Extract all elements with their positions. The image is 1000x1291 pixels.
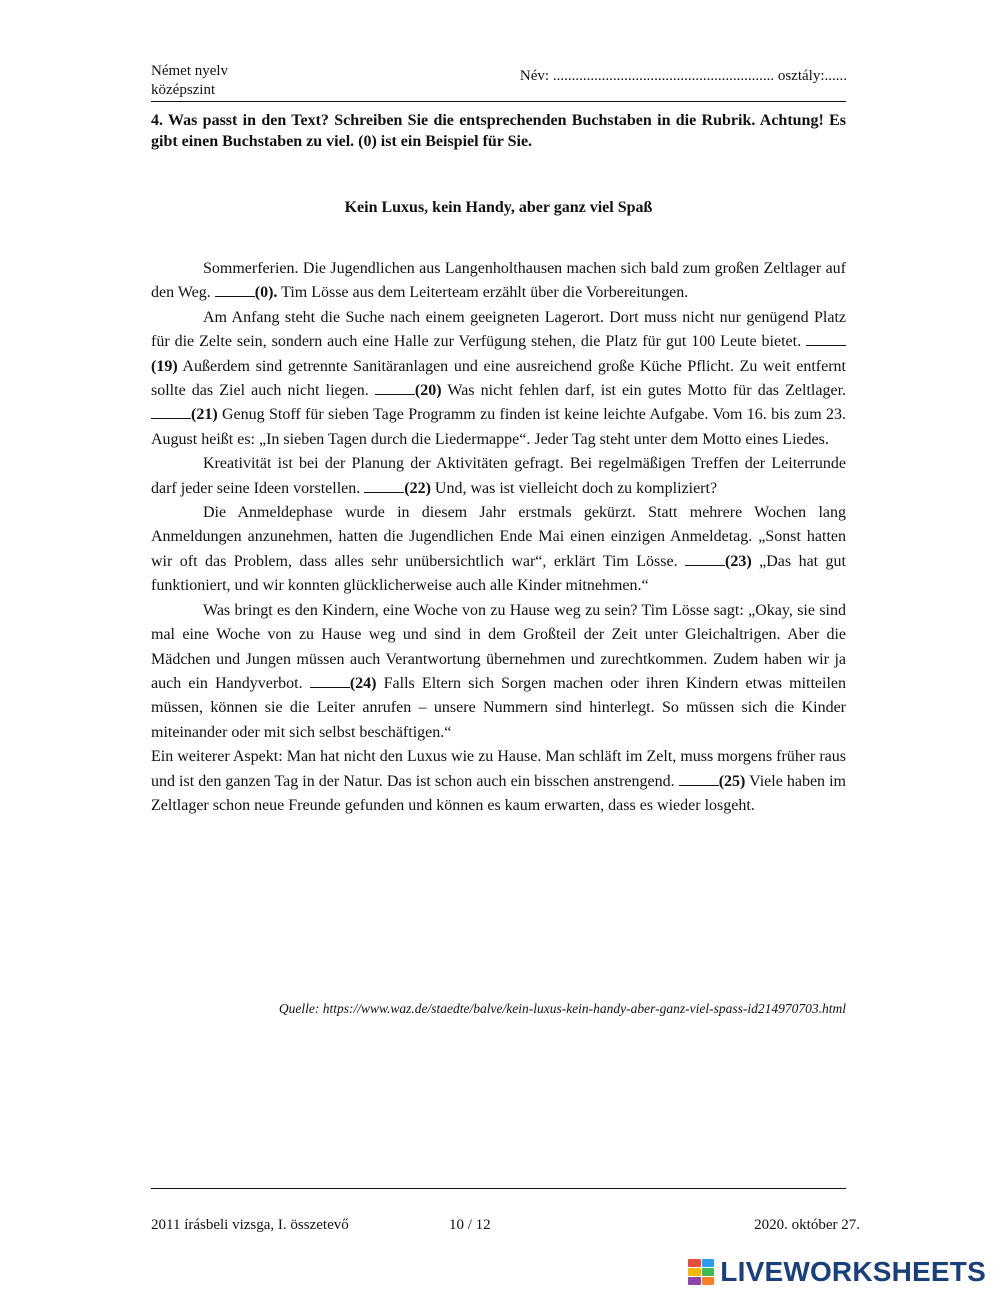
- article-body: [151, 257, 846, 818]
- liveworksheets-logo-icon: [688, 1259, 714, 1285]
- gap-22-blank[interactable]: [364, 478, 404, 493]
- paragraph-5: Was bringt es den Kindern, eine Woche von zu Hause weg zu sein? Tim Lösse sagt: „Okay, sie sind mal eine Woche von zu Hause weg und sind in dem Großteil der Zeit unter Gleichaltrigen. Aber die Mädchen und Jungen müssen auch Verantwortung übernehmen und zurechtkommen. Zudem haben wir ja auch ein Handyverbot. (24) Falls Eltern sich Sorgen machen oder ihren Kindern etwas mitteilen müssen, können sie die Leiter anrufen – unsere Nummern sind hinterlegt. So müssen sich die Kinder miteinander oder mit sich selbst beschäftigen.“: [151, 601, 847, 741]
- gap-24-blank[interactable]: [310, 673, 350, 688]
- footer-page-number: 10 / 12: [449, 1217, 491, 1233]
- subject-label: [151, 62, 228, 100]
- gap-19-blank[interactable]: [806, 331, 846, 346]
- source-citation: Quelle: https://www.waz.de/staedte/balve/kein-luxus-kein-handy-aber-ganz-viel-spass-id214970703.html: [278, 1001, 846, 1016]
- header-divider: [151, 101, 846, 102]
- gap-24-number: (24): [349, 674, 377, 692]
- paragraph-2: Am Anfang steht die Suche nach einem geeigneten Lagerort. Dort muss nicht nur genügend Platz für die Zelte sein, sondern auch eine Halle zur Verfügung stehen, die Platz für gut 100 Leute bietet. (19) Außerdem sind getrennte Sanitäranlagen und eine ausreichend große Küche Pflicht. Zu weit entfernt sollte das Ziel auch nicht liegen. (20) Was nicht fehlen darf, ist ein gutes Motto für das Zeltlager. (21) Genug Stoff für sieben Tage Programm zu finden ist keine leichte Aufgabe. Vom 16. bis zum 23. August heißt es: „In sieben Tagen durch die Liedermappe“. Jeder Tag steht unter dem Motto eines Liedes.: [151, 308, 847, 448]
- gap-20-blank[interactable]: [375, 380, 415, 395]
- paragraph-4: Die Anmeldephase wurde in diesem Jahr erstmals gekürzt. Statt mehrere Wochen lang Anmeldungen anzunehmen, hatten die Jugendlichen Ende Mai einen einzigen Anmeldetag. „Sonst hatten wir oft das Problem, dass alles sehr unübersichtlich war“, erklärt Tim Lösse. (23) „Das hat gut funktioniert, und wir konnten glücklicherweise auch alle Kinder mitnehmen.“: [151, 504, 846, 595]
- paragraph-1: Sommerferien. Die Jugendlichen aus Langenholthausen machen sich bald zum großen Zeltlager auf den Weg. (0). Tim Lösse aus dem Leiterteam erzählt über die Vorbereitungen.: [151, 260, 846, 302]
- gap-19-number: (19): [151, 357, 178, 375]
- subject-line2: középszint: [151, 82, 216, 98]
- name-class-field: Név: ........................................................... osztály:......: [519, 68, 847, 84]
- liveworksheets-brand[interactable]: [688, 1256, 986, 1288]
- gap-25-number: (25): [718, 772, 746, 790]
- article-title: Kein Luxus, kein Handy, aber ganz viel Spaß: [344, 199, 653, 216]
- gap-22-number: (22): [404, 479, 431, 497]
- brand-name: LIVEWORKSHEETS: [720, 1256, 986, 1287]
- footer-divider: [151, 1188, 846, 1189]
- paragraph-3: Kreativität ist bei der Planung der Aktivitäten gefragt. Bei regelmäßigen Treffen der Leiterrunde darf jeder seine Ideen vorstellen. (22) Und, was ist vielleicht doch zu kompliziert?: [151, 455, 846, 497]
- gap-25-blank[interactable]: [679, 771, 719, 786]
- task-instruction: 4. Was passt in den Text? Schreiben Sie die entsprechenden Buchstaben in die Rubrik. Achtung! Es gibt einen Buchstaben zu viel. (0) ist ein Beispiel für Sie.: [151, 112, 846, 150]
- paragraph-6: Ein weiterer Aspekt: Man hat nicht den Luxus wie zu Hause. Man schläft im Zelt, muss morgens früher raus und ist den ganzen Tag in der Natur. Das ist schon auch ein bisschen anstrengend. (25) Viele haben im Zeltlager schon neue Freunde gefunden und können es kaum erwarten, dass es wieder losgeht.: [151, 748, 846, 814]
- subject-line1: Német nyelv: [151, 63, 229, 79]
- gap-0-number: (0).: [254, 284, 278, 302]
- gap-0-blank[interactable]: [215, 282, 255, 297]
- footer-exam-label: 2011 írásbeli vizsga, I. összetevő: [151, 1217, 349, 1233]
- footer-date: 2020. október 27.: [754, 1217, 860, 1233]
- gap-23-number: (23): [725, 552, 752, 570]
- gap-21-number: (21): [191, 406, 218, 424]
- gap-23-blank[interactable]: [685, 551, 725, 566]
- gap-21-blank[interactable]: [151, 404, 191, 419]
- gap-20-number: (20): [414, 382, 442, 400]
